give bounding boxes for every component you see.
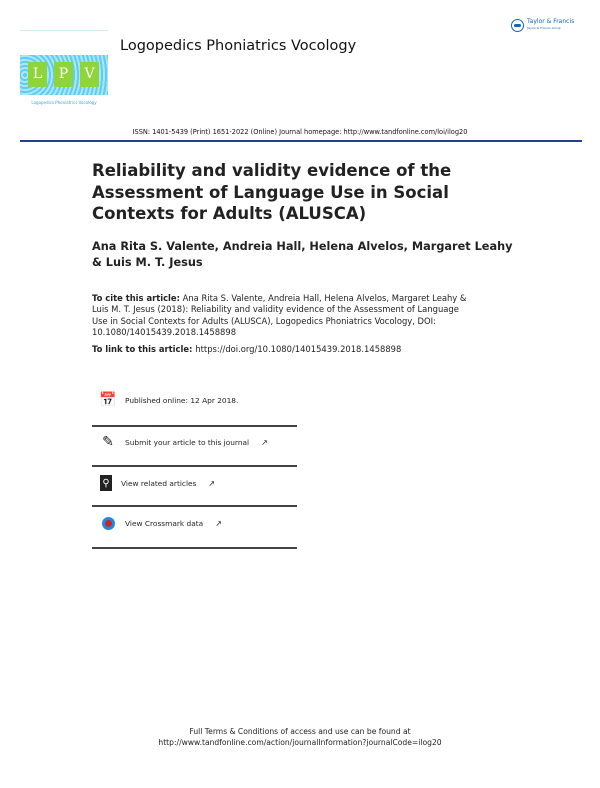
external-link-icon: ↗ <box>215 518 222 528</box>
logo-letter: L <box>28 62 47 87</box>
publisher-logo-icon <box>511 19 524 32</box>
divider <box>92 465 297 467</box>
logo-letter: V <box>80 62 99 87</box>
divider <box>20 30 108 31</box>
issn-text: ISSN: 1401-5439 (Print) 1651-2022 (Online) Journal homepage: <box>132 128 344 136</box>
issn-line <box>0 128 600 136</box>
published-online <box>100 392 297 408</box>
article-title: Reliability and validity evidence of the Assessment of Language Use in Social Contexts for Adults (ALUSCA) <box>92 161 452 223</box>
publisher-logo <box>511 18 574 32</box>
item-label: View Crossmark data <box>125 518 204 528</box>
item-label: Published online: 12 Apr 2018. <box>125 395 239 405</box>
cite-label: To cite this article: <box>92 293 180 303</box>
item-label: View related articles <box>121 478 197 488</box>
journal-title: Logopedics Phoniatrics Vocology <box>120 38 357 54</box>
document-search-icon: ⚲ <box>100 475 112 491</box>
external-link-icon: ↗ <box>208 478 216 488</box>
publisher-name: Taylor & Francis <box>527 18 575 25</box>
journal-logo <box>20 55 108 95</box>
doi-link[interactable]: https://doi.org/10.1080/14015439.2018.1458898 <box>195 344 402 354</box>
header-rule <box>20 140 582 142</box>
journal-homepage-link[interactable]: http://www.tandfonline.com/loi/ilog20 <box>343 128 468 136</box>
submit-article-link[interactable] <box>100 434 297 450</box>
divider <box>92 505 297 507</box>
item-label: Submit your article to this journal <box>125 437 250 447</box>
divider <box>92 547 297 549</box>
divider <box>92 425 297 427</box>
link-label: To link to this article: <box>92 344 196 354</box>
citation <box>92 293 467 339</box>
crossmark-icon <box>100 515 116 531</box>
related-articles-link[interactable] <box>100 475 297 491</box>
article-link <box>92 344 401 354</box>
footer-text: Full Terms & Conditions of access and use can be found at <box>189 727 411 736</box>
crossmark-link[interactable] <box>100 515 297 531</box>
cite-text: Ana Rita S. Valente, Andreia Hall, Helena Alvelos, Margaret Leahy & Luis M. T. Jesus (2018): Reliability and validity evidence of the Assessment of Language Use in Social Contexts for Adults (ALUSCA), Logopedics Phoniatrics Vocology, DOI: <box>92 293 467 326</box>
terms-link[interactable]: http://www.tandfonline.com/action/journalInformation?journalCode=ilog20 <box>158 738 442 747</box>
external-link-icon: ↗ <box>261 437 268 447</box>
footer <box>0 726 600 748</box>
logo-caption: Logopedics Phoniatrics Vocology <box>31 100 97 105</box>
logo-letter: P <box>54 62 73 87</box>
cite-doi-link[interactable]: 10.1080/14015439.2018.1458898 <box>92 327 237 338</box>
publisher-sub: Taylor & Francis Group <box>527 26 561 30</box>
calendar-icon: 📅 <box>99 392 117 408</box>
edit-icon: ✎ <box>102 434 114 450</box>
article-authors: Ana Rita S. Valente, Andreia Hall, Helena Alvelos, Margaret Leahy & Luis M. T. Jesus <box>92 240 513 269</box>
